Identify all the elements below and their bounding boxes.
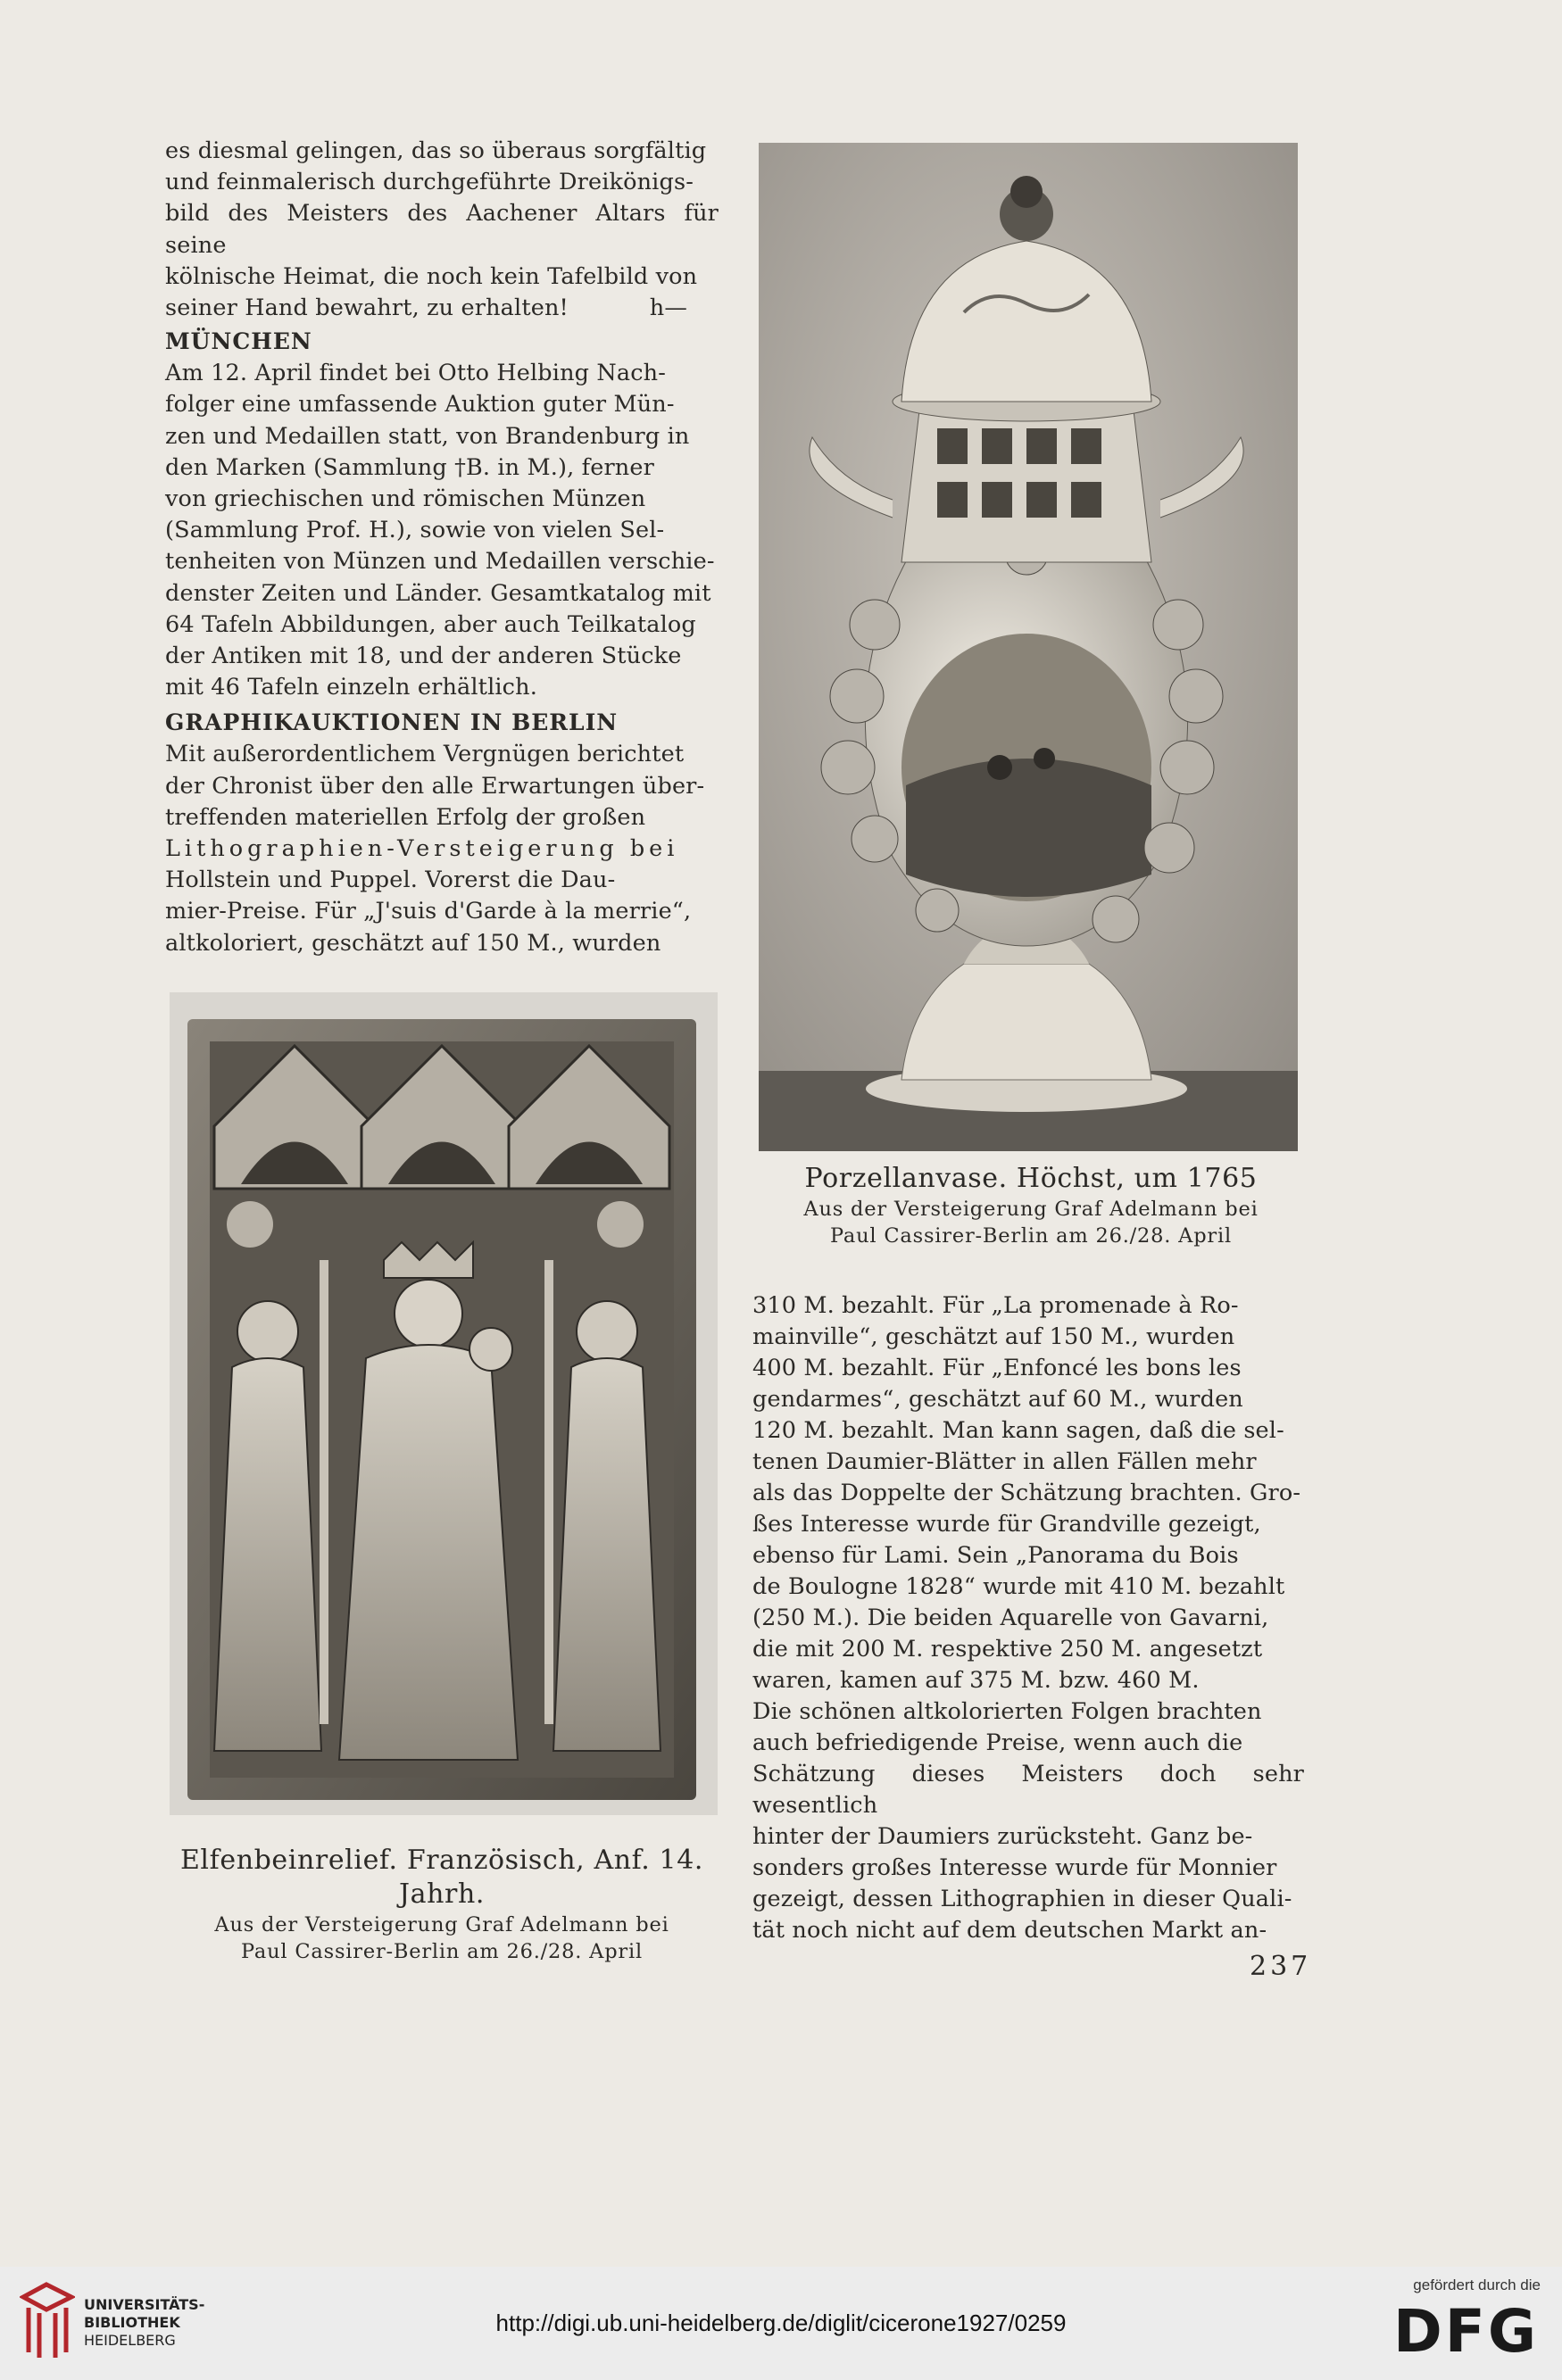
text-line: Schätzung dieses Meisters doch sehr wesentlich: [752, 1761, 1304, 1819]
text-line: 64 Tafeln Abbildungen, aber auch Teilkatalog: [165, 610, 696, 638]
library-name-line: HEIDELBERG: [84, 2332, 176, 2349]
text-line: 120 M. bezahlt. Man kann sagen, daß die sel-: [752, 1417, 1284, 1444]
left-text-column: [165, 136, 719, 959]
munich-paragraph: [165, 358, 719, 703]
text-line: der Chronist über den alle Erwartungen über-: [165, 772, 705, 800]
graphics-paragraph: [165, 739, 719, 958]
text-line: als das Doppelte der Schätzung brachten. Gro-: [752, 1480, 1301, 1506]
funded-by-label: gefördert durch die: [1413, 2276, 1541, 2293]
text-line: bild des Meisters des Aachener Altars für seine: [165, 200, 719, 259]
text-line: und feinmalerisch durchgeführte Dreikönigs-: [165, 169, 694, 196]
text-line: 400 M. bezahlt. Für „Enfoncé les bons les: [752, 1355, 1242, 1381]
vase-caption-source-line2: Paul Cassirer-Berlin am 26./28. April: [830, 1224, 1232, 1248]
text-line: mainville“, geschätzt auf 150 M., wurden: [752, 1323, 1235, 1350]
ivory-caption-source-line2: Paul Cassirer-Berlin am 26./28. April: [241, 1940, 643, 1963]
text-line: kölnische Heimat, die noch kein Tafelbild von: [165, 262, 698, 290]
intro-paragraph: [165, 136, 719, 324]
text-line: (250 M.). Die beiden Aquarelle von Gavarni,: [752, 1605, 1269, 1631]
text-line: sonders großes Interesse wurde für Monnier: [752, 1854, 1277, 1881]
vase-caption-title: Porzellanvase. Höchst, um 1765: [804, 1163, 1258, 1194]
text-line: ebenso für Lami. Sein „Panorama du Bois: [752, 1542, 1239, 1569]
text-line: gendarmes“, geschätzt auf 60 M., wurden: [752, 1386, 1243, 1413]
text-line: die mit 200 M. respektive 250 M. angesetzt: [752, 1636, 1263, 1663]
text-line: denster Zeiten und Länder. Gesamtkatalog mit: [165, 579, 711, 607]
prices-paragraph: [752, 1290, 1304, 1946]
text-line: mit 46 Tafeln einzeln erhältlich.: [165, 674, 537, 701]
text-line: tät noch nicht auf dem deutschen Markt an-: [752, 1917, 1267, 1944]
library-name-line: UNIVERSITÄTS-: [84, 2296, 205, 2313]
dfg-logo: DFG: [1392, 2297, 1539, 2366]
ivory-relief-photo: [170, 992, 718, 1815]
text-line: Mit außerordentlichem Vergnügen berichtet: [165, 741, 685, 768]
text-line: mier-Preise. Für „J'suis d'Garde à la merrie“,: [165, 898, 692, 925]
section-heading-graphics: GRAPHIKAUKTIONEN IN BERLIN: [165, 709, 619, 736]
text-line: altkoloriert, geschätzt auf 150 M., wurden: [165, 929, 661, 957]
porcelain-vase-photo: [759, 143, 1298, 1151]
page-number: 237: [1250, 1951, 1312, 1982]
right-text-column: [752, 1290, 1304, 1946]
text-line: tenheiten von Münzen und Medaillen verschie-: [165, 548, 715, 576]
text-line: es diesmal gelingen, das so überaus sorgfältig: [165, 137, 707, 164]
section-heading-munich: MÜNCHEN: [165, 328, 312, 355]
text-line: tenen Daumier-Blätter in allen Fällen mehr: [752, 1448, 1257, 1475]
text-line: Hollstein und Puppel. Vorerst die Dau-: [165, 867, 616, 894]
text-line: ßes Interesse wurde für Grandville gezeigt,: [752, 1511, 1261, 1538]
text-line: waren, kamen auf 375 M. bzw. 460 M.: [752, 1667, 1200, 1694]
text-line: seiner Hand bewahrt, zu erhalten! h—: [165, 294, 687, 322]
text-line: hinter der Daumiers zurücksteht. Ganz be-: [752, 1823, 1253, 1850]
source-url-link[interactable]: http://digi.ub.uni-heidelberg.de/diglit/cicerone1927/0259: [495, 2310, 1067, 2336]
text-line: von griechischen und römischen Münzen: [165, 485, 646, 513]
text-line: de Boulogne 1828“ wurde mit 410 M. bezahlt: [752, 1573, 1285, 1600]
text-line: der Antiken mit 18, und der anderen Stücke: [165, 643, 682, 670]
text-line: Am 12. April findet bei Otto Helbing Nach-: [165, 360, 666, 387]
vase-caption-source-line1: Aus der Versteigerung Graf Adelmann bei: [803, 1198, 1259, 1221]
ivory-caption: [152, 1844, 732, 1965]
text-line: zen und Medaillen statt, von Brandenburg in: [165, 422, 690, 450]
ivory-caption-source-line1: Aus der Versteigerung Graf Adelmann bei: [214, 1913, 669, 1936]
text-line: auch befriedigende Preise, wenn auch die: [752, 1729, 1243, 1756]
text-line: Die schönen altkolorierten Folgen brachten: [752, 1698, 1262, 1725]
text-line: folger eine umfassende Auktion guter Mün-: [165, 391, 675, 419]
text-line: den Marken (Sammlung †B. in M.), ferner: [165, 453, 654, 481]
text-line: gezeigt, dessen Lithographien in dieser Quali-: [752, 1886, 1292, 1912]
library-name-line: BIBLIOTHEK: [84, 2314, 180, 2331]
text-line: treffenden materiellen Erfolg der großen: [165, 803, 646, 831]
text-line: Lithographien-Versteigerung bei: [165, 835, 679, 863]
vase-caption: [741, 1162, 1321, 1249]
text-line: 310 M. bezahlt. Für „La promenade à Ro-: [752, 1292, 1239, 1319]
ivory-caption-title: Elfenbeinrelief. Französisch, Anf. 14. Jahrh.: [179, 1845, 704, 1910]
vase-illustration: [759, 143, 1298, 1151]
ivory-relief-illustration: [170, 992, 718, 1815]
text-line: (Sammlung Prof. H.), sowie von vielen Sel-: [165, 517, 665, 544]
